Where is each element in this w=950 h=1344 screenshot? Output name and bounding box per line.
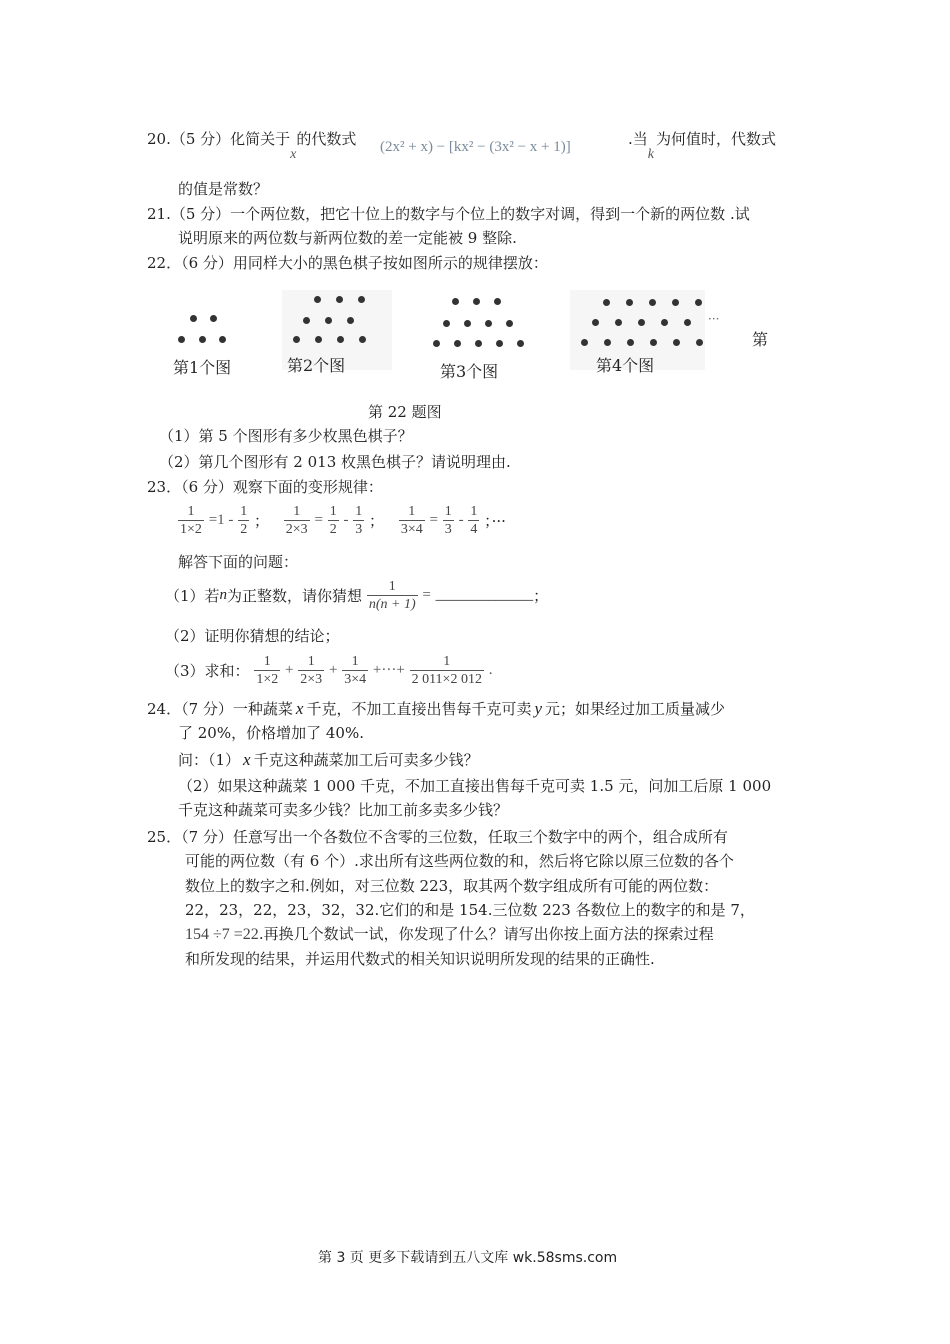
chess-piece <box>684 319 691 326</box>
chess-piece <box>454 340 461 347</box>
q23-pattern: $\frac{1}{1\times 2}$ =1 - $\frac{1}{2}$ ； $\frac{1}{2\times 3}$ = $\frac{1}{2}$ - $\frac{1}{3}$ ； $\frac{1}{3\times 4}$ = $\frac{1}{3}$ - $\frac{1}{4}$ ；··· <box>180 504 506 537</box>
q25-line3: 数位上的数字之和.例如，对三位数 223，取其两个数字组成所有可能的两位数： <box>185 877 719 895</box>
chess-piece <box>199 336 206 343</box>
fraction: $\frac{1}{3}$ <box>444 504 452 537</box>
q25-line4: 22，23，22，23，32，32.它们的和是 154.三位数 223 各数位上的数字的和是 7， <box>185 901 755 919</box>
chess-piece <box>293 336 300 343</box>
q23-sub1: （1）若n为正整数，请你猜想 $\frac{1}{n(n + 1)}$ = _____________； <box>165 579 549 612</box>
q21-line2: 说明原来的两位数与新两位数的差一定能被 9 整除. <box>178 229 517 247</box>
chess-piece <box>496 340 503 347</box>
chess-piece <box>638 319 645 326</box>
q20-line1: 20.（5 分）化简关于x的代数式 <box>147 130 357 162</box>
chess-piece <box>603 299 610 306</box>
q25-line1: 25．（7 分）任意写出一个各数位不含零的三位数，任取三个数字中的两个，组合成所有 <box>147 828 728 846</box>
chess-piece <box>626 299 633 306</box>
page-footer: 第 3 页 更多下载请到五八文库 wk.58sms.com <box>318 1250 618 1266</box>
fraction: $\frac{1}{3\times 4}$ <box>344 654 367 687</box>
q22-caption: 第 22 题图 <box>368 403 442 421</box>
q24-line2: 了 20%，价格增加了 40%. <box>178 724 364 742</box>
chess-piece <box>473 298 480 305</box>
fraction: $\frac{1}{2}$ <box>329 504 337 537</box>
var-k: k <box>647 147 654 162</box>
chess-piece <box>303 317 310 324</box>
fraction: $\frac{1}{4}$ <box>470 504 478 537</box>
chess-piece <box>517 340 524 347</box>
chess-piece <box>325 317 332 324</box>
q25-line6: 和所发现的结果，并运用代数式的相关知识说明所发现的结果的正确性. <box>185 950 655 968</box>
chess-piece <box>190 315 197 322</box>
chess-piece <box>581 339 588 346</box>
chess-piece <box>358 296 365 303</box>
q24-line1: 24．（7 分）一种蔬菜 x 千克，不加工直接出售每千克可卖 y 元；如果经过加工质量减少 <box>147 699 726 718</box>
chess-piece <box>696 339 703 346</box>
chess-piece <box>464 320 471 327</box>
q23-line1: 23．（6 分）观察下面的变形规律： <box>147 478 383 496</box>
chess-piece <box>604 339 611 346</box>
chess-piece <box>475 340 482 347</box>
q22-line1: 22．（6 分）用同样大小的黑色棋子按如图所示的规律摆放： <box>147 254 548 272</box>
chess-piece <box>337 336 344 343</box>
chess-piece <box>452 298 459 305</box>
q25-line2: 可能的两位数（有 6 个）.求出所有这些两位数的和，然后将它除以原三位数的各个 <box>185 852 734 870</box>
chess-piece <box>485 320 492 327</box>
answer-blank[interactable]: _____________ <box>435 587 534 603</box>
q23-sub2: （2）证明你猜想的结论； <box>165 627 340 645</box>
fig-side-label: 第 <box>752 330 769 349</box>
fig1-label: 第1个图 <box>173 358 232 377</box>
chess-piece <box>347 317 354 324</box>
fig3-label: 第3个图 <box>440 362 499 381</box>
q21-line1: 21.（5 分）一个两位数，把它十位上的数字与个位上的数字对调，得到一个新的两位数 .试 <box>147 205 750 223</box>
chess-piece <box>649 299 656 306</box>
fig4-ellipsis: ··· <box>708 312 720 326</box>
q23-sub3: （3）求和： $\frac{1}{1\times 2}$ + $\frac{1}{2\times 3}$ + $\frac{1}{3\times 4}$ +···+ $\frac{1}{2 011\times 2 012}$ . <box>165 654 493 687</box>
q20-line1-end: .当k为何值时，代数式 <box>628 130 777 162</box>
chess-piece <box>650 339 657 346</box>
chess-piece <box>506 320 513 327</box>
q24-line3: 问：（1） x 千克这种蔬菜加工后可卖多少钱？ <box>178 750 479 769</box>
chess-piece <box>627 339 634 346</box>
fraction: $\frac{1}{2\times 3}$ <box>300 654 323 687</box>
chess-piece <box>433 340 440 347</box>
fraction: $\frac{1}{3\times 4}$ <box>400 504 423 537</box>
chess-piece <box>672 299 679 306</box>
chess-piece <box>336 296 343 303</box>
q20-expression: (2x² + x) − [kx² − (3x² − x + 1)] <box>380 139 571 155</box>
q22-sub2: （2）第几个图形有 2 013 枚黑色棋子？请说明理由. <box>159 453 511 471</box>
chess-piece <box>615 319 622 326</box>
fraction: $\frac{1}{n(n + 1)}$ <box>368 579 416 612</box>
q24-line5: 千克这种蔬菜可卖多少钱？比加工前多卖多少钱？ <box>178 801 509 819</box>
fraction: $\frac{1}{2}$ <box>240 504 248 537</box>
chess-piece <box>661 319 668 326</box>
q23-answer-intro: 解答下面的问题： <box>178 553 299 571</box>
chess-piece <box>443 320 450 327</box>
var-x: x <box>290 147 297 162</box>
chess-piece <box>314 296 321 303</box>
chess-piece <box>359 336 366 343</box>
chess-piece <box>178 336 185 343</box>
fraction: $\frac{1}{2 011\times 2 012}$ <box>411 654 482 687</box>
q20-line2: 的值是常数？ <box>178 180 269 198</box>
fraction: $\frac{1}{2\times 3}$ <box>285 504 308 537</box>
q25-math: 154 ÷7 =22 <box>185 926 259 943</box>
q25-line5: 154 ÷7 =22.再换几个数试一试，你发现了什么？请写出你按上面方法的探索过程 <box>185 925 714 943</box>
chess-piece <box>494 298 501 305</box>
q22-sub1: （1）第 5 个图形有多少枚黑色棋子？ <box>159 427 413 445</box>
chess-piece <box>695 299 702 306</box>
fraction: $\frac{1}{1\times 2}$ <box>256 654 279 687</box>
chess-piece <box>210 315 217 322</box>
fraction: $\frac{1}{1\times 2}$ <box>180 504 202 537</box>
chess-piece <box>219 336 226 343</box>
chess-piece <box>592 319 599 326</box>
chess-piece <box>315 336 322 343</box>
fig2-label: 第2个图 <box>287 356 346 375</box>
fraction: $\frac{1}{3}$ <box>355 504 363 537</box>
fig4-label: 第4个图 <box>596 356 655 375</box>
chess-piece <box>673 339 680 346</box>
q24-line4: （2）如果这种蔬菜 1 000 千克，不加工直接出售每千克可卖 1.5 元，问加工后原 1 000 <box>178 777 772 795</box>
